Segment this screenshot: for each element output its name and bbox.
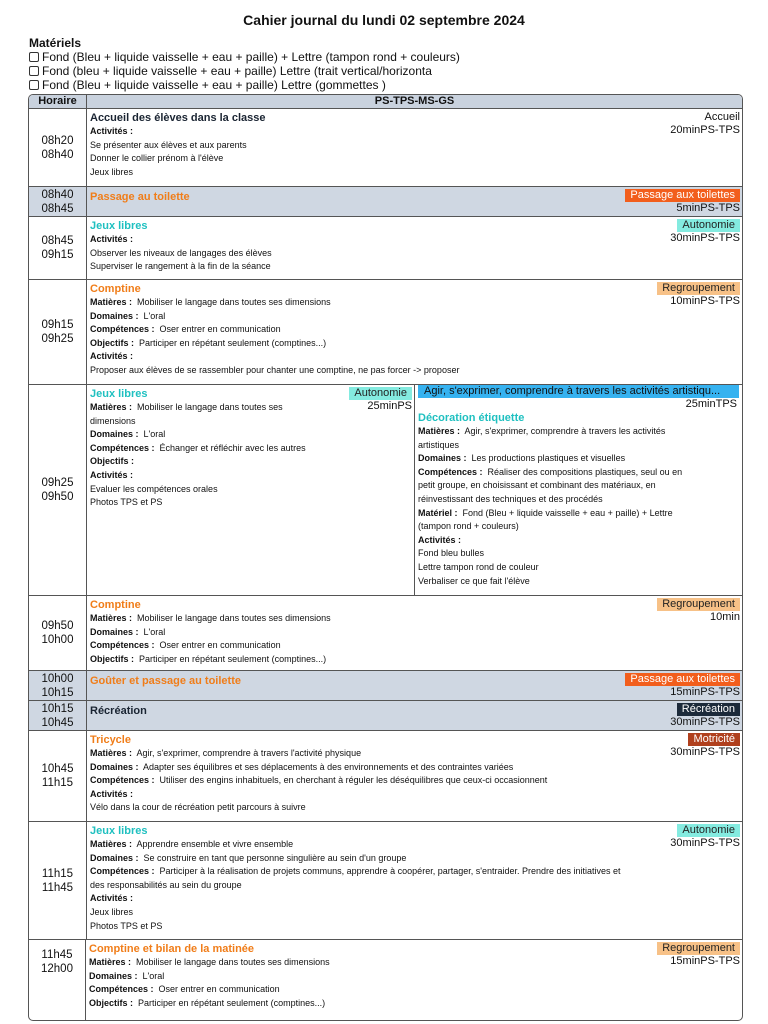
materiel-label: Fond (Bleu + liquide vaisselle + eau + paille) Lettre (gommettes )	[42, 78, 386, 92]
table-row: 09h15 09h25 Comptine Matières : Mobiliser le langage dans toutes ses dimensions Domaines : L'oral Compétences : Oser entrer en communication Objectifs : Participer en répétant seulement (comptines...) Activités : Proposer aux élèves de se rassembler pour chanter une comptine, ne pas forcer -> proposer Regroupement 10minPS-TPS	[29, 280, 742, 385]
table-header	[29, 95, 742, 109]
activity-title: Jeux libres	[90, 825, 148, 837]
time-cell: 09h50 10h00	[29, 596, 87, 670]
materiel-item[interactable]	[29, 50, 460, 64]
horaire-header: Horaire	[29, 95, 87, 108]
category-tag: Passage aux toilettes 5minPS-TPS	[625, 189, 740, 215]
checkbox[interactable]	[29, 52, 39, 62]
materiel-item[interactable]	[29, 64, 460, 78]
table-row: 11h45 12h00 Comptine et bilan de la matinée Matières : Mobiliser le langage dans toutes ses dimensions Domaines : L'oral Compétences : Oser entrer en communication Objectifs : Participer en répétant seulement (comptines...) Regroupement 15minPS-TPS	[29, 940, 742, 1020]
time-cell: 08h40 08h45	[29, 187, 87, 216]
category-tag: Motricité 30minPS-TPS	[670, 733, 740, 758]
schedule-table	[28, 94, 743, 1021]
activity-title: Goûter et passage au toilette	[90, 675, 241, 687]
category-tag: Agir, s'exprimer, comprendre à travers les activités artistiqu... 25minTPS	[418, 385, 739, 411]
classes-header: PS-TPS-MS-GS	[374, 95, 455, 107]
activity-title: Tricycle	[90, 734, 131, 746]
category-tag: Regroupement 10minPS-TPS	[657, 282, 740, 308]
category-tag: Autonomie 30minPS-TPS	[670, 219, 740, 244]
time-cell: 11h15 11h45	[29, 822, 87, 939]
activity-title: Comptine	[90, 283, 141, 295]
category-tag: Passage aux toilettes 15minPS-TPS	[625, 673, 740, 699]
materiel-item[interactable]	[29, 78, 460, 92]
table-row: 09h25 09h50 Jeux libres Matières : Mobiliser le langage dans toutes ses dimensions Domaines : L'oral Compétences : Échanger et réfléchir avec les autres Objectifs : Activités : Evaluer les compétences orales Photos TPS et PS Autonomie 25minPS Agir, s'exprimer, comprendre à travers les activités artistiqu... 25minTPS Décoration étiquette Matières : Agir, s'exprimer, comprendre à travers les activités artistiques Domaines : Les productions plastiques et visuelles Compétences : Réaliser des compositions plastiques, seul ou en petit groupe, en choisissant et combinant des matériaux, en réinvestissant des techniques et des procédés Matériel : Fond (Bleu + liquide vaisselle + eau + paille) + Lettre (tampon rond + couleurs) Activités : Fond bleu bulles Lettre tampon rond de couleur Verbaliser ce que fait l'élève	[29, 385, 742, 596]
materiels-section	[29, 36, 460, 92]
time-cell: 10h00 10h15	[29, 671, 87, 700]
table-row	[29, 187, 742, 217]
category-tag: Accueil 20minPS-TPS	[670, 111, 740, 136]
time-cell: 11h45 12h00	[29, 940, 86, 1020]
time-cell: 08h20 08h40	[29, 109, 87, 186]
table-row: 11h15 11h45 Jeux libres Matières : Apprendre ensemble et vivre ensemble Domaines : Se construire en tant que personne singulière au sein d'un groupe Compétences : Participer à la réalisation de projets communs, apprendre à coopérer, partager, s'entraider. Prendre des initiatives et des responsabilités au sein du groupe Activités : Jeux libres Photos TPS et PS Autonomie 30minPS-TPS	[29, 822, 742, 940]
activity-title: Jeux libres	[90, 220, 148, 232]
table-row: 08h20 08h40 Accueil des élèves dans la classe Activités : Se présenter aux élèves et aux parents Donner le collier prénom à l'élève Jeux libres Accueil 20minPS-TPS	[29, 109, 742, 187]
time-cell: 10h15 10h45	[29, 701, 87, 730]
table-row	[29, 701, 742, 731]
activity-title: Décoration étiquette	[418, 412, 525, 424]
materiel-label: Fond (Bleu + liquide vaisselle + eau + paille) + Lettre (tampon rond + couleurs)	[42, 50, 460, 64]
activity-title: Comptine	[90, 599, 141, 611]
activity-title: Jeux libres	[90, 388, 148, 400]
checkbox[interactable]	[29, 66, 39, 76]
activity-title: Récréation	[90, 705, 147, 717]
materiel-label: Fond (bleu + liquide vaisselle + eau + paille) Lettre (trait vertical/horizonta	[42, 64, 432, 78]
materiels-heading: Matériels	[29, 36, 82, 50]
table-row: 10h45 11h15 Tricycle Matières : Agir, s'exprimer, comprendre à travers l'activité physique Domaines : Adapter ses équilibres et ses déplacements à des environnements et des contraintes variées Compétences : Utiliser des engins inhabituels, en cherchant à réguler les déséquilibres que ceux-ci occasionnent Activités : Vélo dans la cour de récréation petit parcours à suivre Motricité 30minPS-TPS	[29, 731, 742, 822]
category-tag: Autonomie 25minPS	[349, 387, 412, 413]
category-tag: Regroupement 10min	[657, 598, 740, 624]
page-title: Cahier journal du lundi 02 septembre 2024	[243, 12, 525, 28]
table-row: 08h45 09h15 Jeux libres Activités : Observer les niveaux de langages des élèves Superviser le rangement à la fin de la séance Autonomie 30minPS-TPS	[29, 217, 742, 280]
category-tag: Regroupement 15minPS-TPS	[657, 942, 740, 968]
category-tag: Récréation 30minPS-TPS	[670, 703, 740, 728]
time-cell: 09h15 09h25	[29, 280, 87, 384]
checkbox[interactable]	[29, 80, 39, 90]
table-row	[29, 671, 742, 701]
activity-title: Accueil des élèves dans la classe	[90, 112, 266, 124]
time-cell: 08h45 09h15	[29, 217, 87, 279]
time-cell: 09h25 09h50	[29, 385, 87, 595]
time-cell: 10h45 11h15	[29, 731, 87, 821]
activity-title: Comptine et bilan de la matinée	[89, 943, 255, 955]
table-row: 09h50 10h00 Comptine Matières : Mobiliser le langage dans toutes ses dimensions Domaines : L'oral Compétences : Oser entrer en communication Objectifs : Participer en répétant seulement (comptines...) Regroupement 10min	[29, 596, 742, 671]
category-tag: Autonomie 30minPS-TPS	[670, 824, 740, 849]
activity-title: Passage au toilette	[90, 191, 190, 203]
